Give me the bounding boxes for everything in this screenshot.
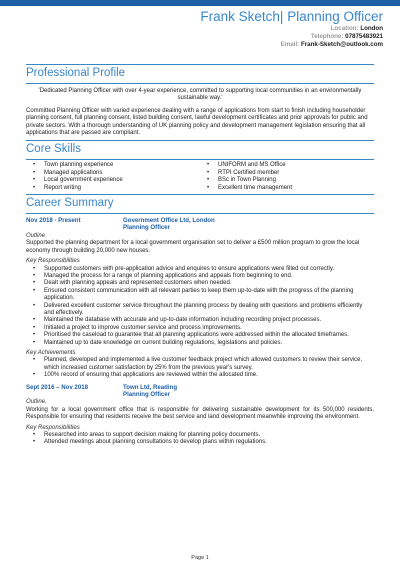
job-header [26, 217, 374, 232]
responsibility-item: • Ensured consistent communication with all relevant parties to keep them up-to-date with the progress of the planning application. [26, 288, 374, 303]
email-label: Email: [280, 41, 300, 48]
email-value: Frank-Sketch@outlook.com [300, 41, 383, 48]
skill-item: • Excellent time management [200, 185, 374, 192]
profile-heading: Professional Profile [26, 67, 126, 79]
job-entry [26, 217, 374, 380]
skill-item: • Managed applications [26, 170, 200, 177]
email-line [200, 41, 383, 49]
skill-item: • RTPI Certified member [200, 170, 374, 177]
section-divider [26, 140, 374, 141]
skills-heading: Core Skills [26, 143, 81, 156]
job-header [26, 384, 374, 399]
responsibility-item: • Maintained up to date knowledge on current building regulations, legislations and policies. [26, 340, 374, 347]
achievements-list [26, 357, 374, 379]
job-employer-block [123, 217, 215, 232]
location-line [200, 25, 383, 33]
responsibility-item: • Managed the process for a range of planning applications and appeals from beginning to end. [26, 273, 374, 280]
responsibilities-list [26, 266, 374, 347]
outline-label: Outline [26, 232, 46, 239]
career-heading: Career Summary [26, 197, 114, 210]
location-label: Location: [330, 25, 359, 32]
section-divider [26, 159, 374, 160]
job-outline: Supported the planning department for a local government organisation set to deliver a £500 million program to grow the local economy through building 20,000 new houses. [26, 240, 360, 254]
skill-item: • Town planning experience [26, 162, 200, 169]
achievement-item: • 100% record of ensuring that applications are reviewed within the allocated time. [26, 372, 374, 379]
responsibility-item: • Dealt with planning appeals and represented customers when needed. [26, 280, 374, 287]
responsibility-item: • Delivered excellent customer service throughout the planning process by dealing with questions and problems efficiently and effectively. [26, 303, 374, 318]
job-employer: Town Ltd, Reading [123, 383, 178, 391]
skill-item: • UNIFORM and MS Office [200, 162, 374, 169]
responsibility-item: • Maintained the database with accurate and up-to-date information including recording project processes. [26, 317, 374, 324]
job-employer-block [123, 384, 177, 399]
responsibility-item: • Researched into areas to support decision making for planning policy documents. [26, 432, 374, 439]
skill-item: • Local government experience [26, 177, 200, 184]
skills-list [26, 162, 374, 192]
skills-column-left [26, 162, 200, 192]
telephone-line [200, 33, 383, 41]
section-divider [26, 194, 374, 195]
telephone-label: Telephone: [310, 33, 344, 40]
achievement-item: • Planned, developed and implemented a live customer feedback project which allowed customers to review their service, which increased customer satisfaction by 25% from the previous year's survey. [26, 357, 374, 372]
telephone-value: 07875483921 [345, 33, 383, 40]
responsibility-item: • Supported customers with pre-application advice and enquires to ensure applications were filled out correctly. [26, 266, 374, 273]
skill-item: • Report writing [26, 185, 200, 192]
skills-column-right [200, 162, 374, 192]
job-title: Planning Officer [123, 391, 171, 398]
responsibility-item: • Prioritised the caseload to guarantee that all planning applications were addressed within the allocated timeframes. [26, 332, 374, 339]
responsibilities-label: Key Responsibilities [26, 258, 80, 265]
profile-quote: 'Dedicated Planning Officer with over 4-year experience, committed to supporting local communities in an environmentally sustainable way.' [38, 88, 362, 102]
section-divider [26, 64, 374, 65]
outline-label: Outline. [26, 399, 47, 406]
job-outline: Working for a local government office that is responsible for delivering sustainable development for its 500,000 residents. Responsible for ensuring that residents receive the best service and land development meanwhile improving the environment. [26, 406, 374, 421]
profile-summary: Committed Planning Officer with varied experience dealing with a range of applications from start to finish including householder planning consent, full planning consent, listed building consent, lawful development certificates and prior approvals for public and private sectors. With a thorough understanding of UK planning policy and development management legislation ensuring that all applications that are passed are compliant. [26, 107, 368, 137]
location-value: London [360, 25, 383, 32]
candidate-name: Frank Sketch| Planning Officer [200, 9, 383, 24]
cv-header [200, 9, 383, 49]
page-number: Page 1 [191, 555, 209, 561]
section-divider [26, 213, 374, 214]
job-dates: Sept 2016 – Nov 2018 [26, 383, 88, 391]
skill-item: • BSc in Town Planning [200, 177, 374, 184]
top-accent-bar [0, 0, 400, 6]
job-title: Planning Officer [123, 224, 171, 232]
achievements-label: Key Achievements [26, 349, 76, 356]
job-entry [26, 384, 374, 447]
cv-content [26, 64, 374, 447]
job-employer: Government Office Ltd, London [123, 217, 215, 225]
responsibility-item: • Attended meetings about planning consultations to develop plans within regulations. [26, 439, 374, 446]
job-dates: Nov 2018 - Present [26, 217, 81, 225]
responsibilities-list [26, 432, 374, 447]
responsibilities-label: Key Responsibilities [26, 424, 80, 431]
section-divider [26, 83, 374, 84]
responsibility-item: • Initiated a project to improve customer service and process improvements. [26, 325, 374, 332]
